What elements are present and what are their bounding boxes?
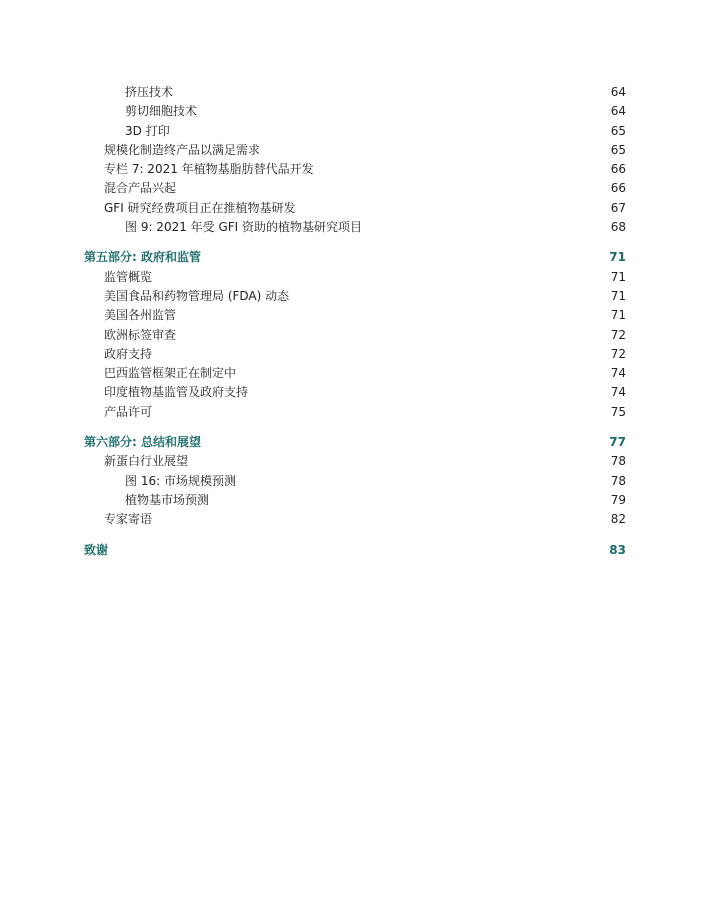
toc-entry-title: 专家寄语 [104, 512, 153, 527]
toc-entry[interactable] [0, 472, 710, 491]
toc-entry[interactable] [0, 491, 710, 510]
toc-entry-page-number: 78 [610, 454, 626, 469]
toc-entry-page-number: 65 [610, 142, 626, 157]
toc-entry-title: 专栏 7: 2021 年植物基脂肪替代品开发 [104, 162, 314, 177]
toc-entry-page-number: 64 [610, 85, 626, 99]
toc-section-title: 第六部分: 总结和展望 [84, 435, 201, 450]
toc-entry-title: 植物基市场预测 [125, 492, 210, 507]
toc-entry-title: 美国各州监管 [104, 308, 177, 323]
toc-entry[interactable] [0, 287, 710, 306]
toc-entry-title: 新蛋白行业展望 [104, 454, 189, 469]
toc-entry-title: 混合产品兴起 [104, 181, 177, 196]
toc-entry-title: GFI 研究经费项目正在推植物基研发 [104, 200, 296, 215]
toc-entry-title: 图 16: 市场规模预测 [125, 473, 236, 488]
toc-entry-title: 欧洲标签审查 [104, 327, 177, 342]
toc-entry[interactable] [0, 326, 710, 345]
section-spacer [0, 237, 710, 248]
toc-entry[interactable] [0, 403, 710, 422]
toc-entry-page-number: 65 [610, 123, 626, 138]
toc-section-page-number: 77 [609, 435, 626, 450]
toc-entry-title: 剪切细胞技术 [125, 104, 198, 119]
toc-entry[interactable] [0, 268, 710, 287]
toc-entry[interactable] [0, 141, 710, 160]
toc-entry-page-number: 66 [610, 181, 626, 196]
toc-entry[interactable] [0, 510, 710, 529]
toc-entry-page-number: 66 [610, 162, 626, 177]
toc-section-page-number: 83 [609, 542, 626, 557]
toc-entry-page-number: 75 [610, 404, 626, 419]
toc-entry-page-number: 71 [610, 308, 626, 323]
toc-section-page-number: 71 [609, 250, 626, 265]
toc-section-title: 第五部分: 政府和监管 [84, 250, 201, 265]
toc-section-heading[interactable] [0, 248, 710, 267]
toc-entry-page-number: 74 [610, 385, 626, 400]
toc-entry[interactable] [0, 383, 710, 402]
toc-entry[interactable] [0, 199, 710, 218]
toc-section-title: 致谢 [84, 542, 109, 557]
toc-entry-page-number: 67 [610, 200, 626, 215]
toc-entry-page-number: 64 [610, 104, 626, 119]
toc-entry-page-number: 82 [610, 512, 626, 527]
toc-entry-title: 美国食品和药物管理局 (FDA) 动态 [104, 288, 290, 303]
toc-entry[interactable] [0, 122, 710, 141]
toc-entry[interactable] [0, 179, 710, 198]
toc-entry-page-number: 71 [610, 269, 626, 284]
toc-entry-page-number: 79 [610, 492, 626, 507]
toc-entry[interactable] [0, 306, 710, 325]
toc-section-heading[interactable] [0, 541, 710, 560]
toc-entry[interactable] [0, 83, 710, 102]
toc-entry[interactable] [0, 345, 710, 364]
toc-entry[interactable] [0, 364, 710, 383]
toc-section-heading[interactable] [0, 433, 710, 452]
toc-entry-title: 图 9: 2021 年受 GFI 资助的植物基研究项目 [125, 220, 363, 235]
toc-entry-page-number: 68 [610, 220, 626, 235]
toc-entry-page-number: 78 [610, 473, 626, 488]
toc-entry-title: 政府支持 [104, 346, 153, 361]
toc-entry-page-number: 72 [610, 327, 626, 342]
toc-entry-title: 3D 打印 [125, 123, 170, 138]
toc-entry-title: 产品许可 [104, 404, 153, 419]
toc-entry-page-number: 72 [610, 346, 626, 361]
toc-entry[interactable] [0, 452, 710, 471]
toc-entry-title: 印度植物基监管及政府支持 [104, 385, 249, 400]
toc-entry-title: 挤压技术 [125, 85, 174, 99]
toc-entry[interactable] [0, 102, 710, 121]
toc-entry-page-number: 74 [610, 366, 626, 381]
table-of-contents [0, 83, 710, 560]
toc-entry-title: 巴西监管框架正在制定中 [104, 366, 237, 381]
toc-entry-title: 规模化制造终产品以满足需求 [104, 142, 261, 157]
toc-entry[interactable] [0, 160, 710, 179]
toc-entry-page-number: 71 [610, 288, 626, 303]
toc-entry[interactable] [0, 218, 710, 237]
toc-entry-title: 监管概览 [104, 269, 153, 284]
section-spacer [0, 422, 710, 433]
section-spacer [0, 530, 710, 541]
